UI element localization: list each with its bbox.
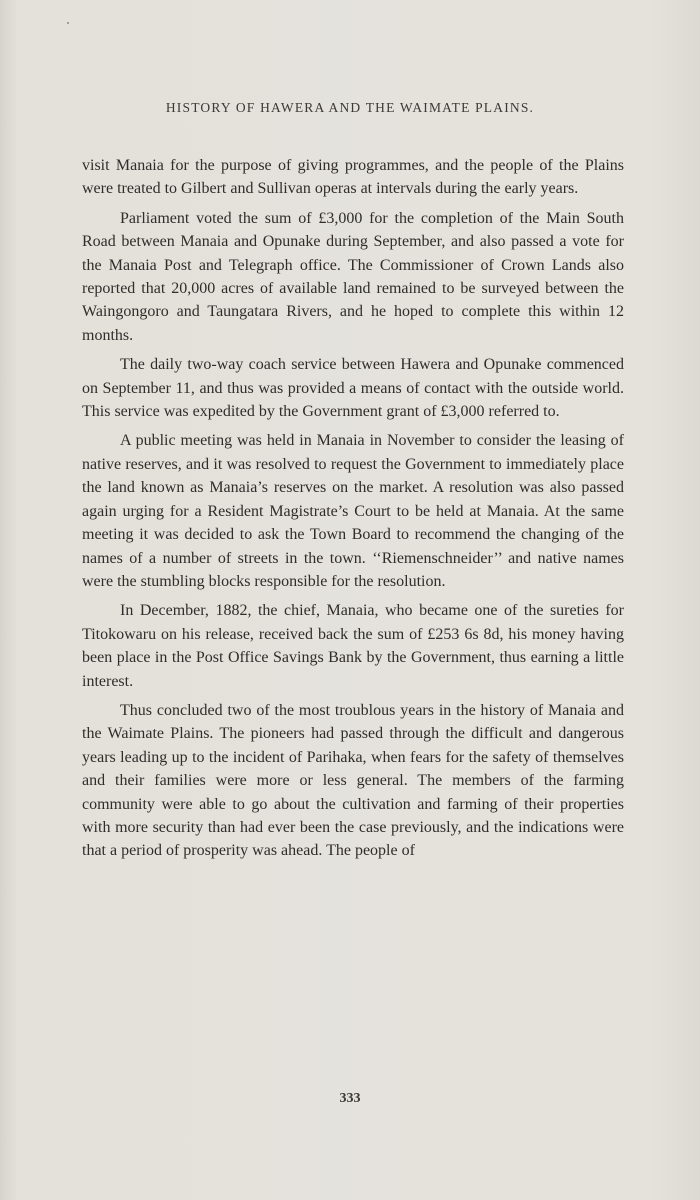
page-number: 333 (339, 1091, 361, 1106)
body-text (82, 154, 624, 869)
paper-speck (67, 22, 69, 24)
paragraph-parliament-vote: Parliament voted the sum of £3,000 for the completion of the Main South Road between Manaia and Opunake during September, and also passed a vote for the Manaia Post and Telegraph office. The Commissioner of Crown Lands also reported that 20,000 acres of available land remained to be surveyed between the Waingongoro and Taungatara Rivers, and he hoped to complete this within 12 months. (82, 209, 624, 344)
paragraph-public-meeting: A public meeting was held in Manaia in November to consider the leasing of native reserves, and it was resolved to request the Government to immediately place the land known as Manaia’s reserves on the market. A resolution was also passed again urging for a Resident Magistrate’s Court to be held at Manaia. At the same meeting it was decided to ask the Town Board to recommend the changing of the names of a number of streets in the town. ‘‘Riemenschneider’’ and native names were the stumbling blocks responsible for the resolution. (82, 432, 624, 590)
running-header: HISTORY OF HAWERA AND THE WAIMATE PLAINS. (165, 100, 535, 115)
paragraph-coach-service: The daily two-way coach service between Hawera and Opunake commenced on September 11, and thus was provided a means of contact with the outside world. This service was expedited by the Government grant of £3,000 referred to. (82, 356, 624, 421)
paragraph-conclusion: Thus concluded two of the most troublous years in the history of Manaia and the Waimate Plains. The pioneers had passed through the difficult and dangerous years leading up to the incident of Parihaka, when fears for the safety of themselves and their families were more or less general. The members of the farming community were able to go about the cultivation and farming of their properties with more security than had ever been the case previously, and the indications were that a period of prosperity was ahead. The people of (82, 701, 624, 860)
paragraph-continued: visit Manaia for the purpose of giving programmes, and the people of the Plains were treated to Gilbert and Sullivan operas at intervals during the early years. (82, 157, 624, 198)
paragraph-december-1882: In December, 1882, the chief, Manaia, who became one of the sureties for Titokowaru on his release, received back the sum of £253 6s 8d, his money having been place in the Post Office Savings Bank by the Government, thus earning a little interest. (82, 602, 624, 690)
